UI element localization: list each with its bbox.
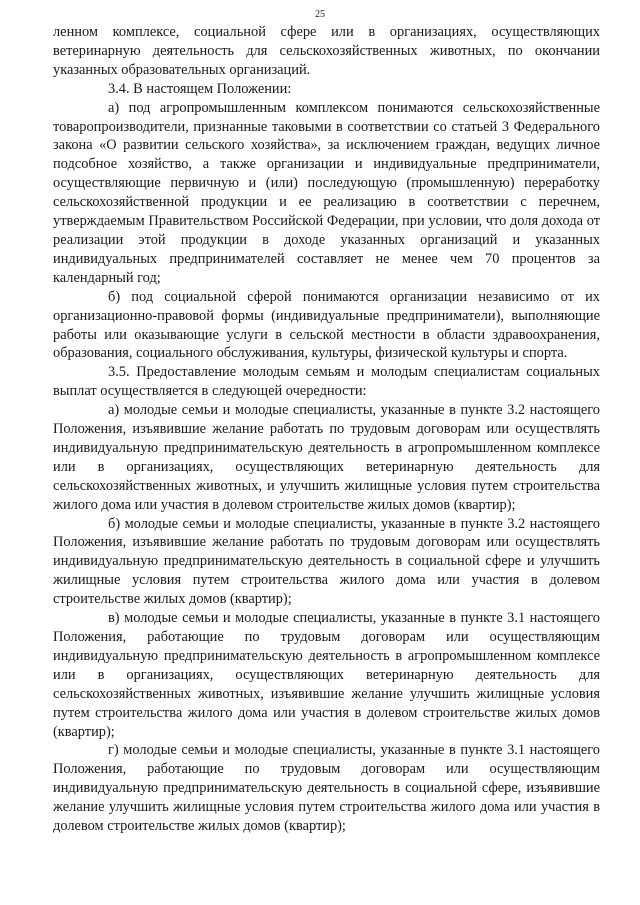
paragraph-3-5-g: г) молодые семьи и молодые специалисты, указанные в пункте 3.1 настоящего Положения, работающие по трудовым договорам или осуществляющим индивидуальную предпринимательскую деятельность в социальной сфере, изъявившие желание улучшить жилищные условия путем строительства жилого дома или участия в долевом строительстве жилых домов (квартир);	[53, 742, 600, 835]
paragraph-3-5-a: а) молодые семьи и молодые специалисты, указанные в пункте 3.2 настоящего Положения, изъявившие желание работать по трудовым договорам или осуществлять индивидуальную предпринимательскую деятельность в агропромышленном комплексе или в организациях, осуществляющих ветеринарную деятельность для сельскохозяйственных животных, и улучшить жилищные условия путем строительства жилого дома или участия в долевом строительстве жилых домов (квартир);	[53, 402, 600, 513]
page-number: 25	[315, 9, 325, 20]
document-body	[53, 23, 600, 836]
paragraph-3-5-heading: 3.5. Предоставление молодым семьям и молодым специалистам социальных выплат осуществляется в следующей очередности:	[53, 364, 600, 400]
paragraph-3-5-b: б) молодые семьи и молодые специалисты, указанные в пункте 3.2 настоящего Положения, изъявившие желание работать по трудовым договорам или осуществлять индивидуальную предпринимательскую деятельность в социальной сфере и улучшить жилищные условия путем строительства жилого дома или участия в долевом строительстве жилых домов (квартир);	[53, 515, 600, 608]
paragraph-3-4-a: а) под агропромышленным комплексом понимаются сельскохозяйственные товаропроизводители, признанные таковыми в соответствии со статьей 3 Федерального закона «О развитии сельского хозяйства», за исключением граждан, ведущих личное подсобное хозяйство, а также организации и индивидуальные предприниматели, осуществляющие первичную и (или) последующую (промышленную) переработку сельскохозяйственной продукции и ее реализацию в соответствии с перечнем, утверждаемым Правительством Российской Федерации, при условии, что доля дохода от реализации этой продукции в доходе указанных организаций и указанных индивидуальных предпринимателей составляет не менее чем 70 процентов за календарный год;	[53, 99, 600, 286]
paragraph-3-4-b: б) под социальной сферой понимаются организации независимо от их организационно-правовой формы (индивидуальные предприниматели), выполняющие работы или оказывающие услуги в сельской местности в области здравоохранения, образования, социального обслуживания, культуры, физической культуры и спорта.	[53, 288, 600, 362]
paragraph-3-5-v: в) молодые семьи и молодые специалисты, указанные в пункте 3.1 настоящего Положения, работающие по трудовым договорам или осуществляющим индивидуальную предпринимательскую деятельность в агропромышленном комплексе или в организациях, осуществляющих ветеринарную деятельность для сельскохозяйственных животных, изъявившие желание улучшить жилищные условия путем строительства жилого дома или участия в долевом строительстве жилых домов (квартир);	[53, 610, 600, 740]
paragraph-continuation: ленном комплексе, социальной сфере или в организациях, осуществляющих ветеринарную деятельность для сельскохозяйственных животных, по окончании указанных образовательных организаций.	[53, 24, 600, 78]
paragraph-3-4-heading: 3.4. В настоящем Положении:	[108, 80, 292, 97]
